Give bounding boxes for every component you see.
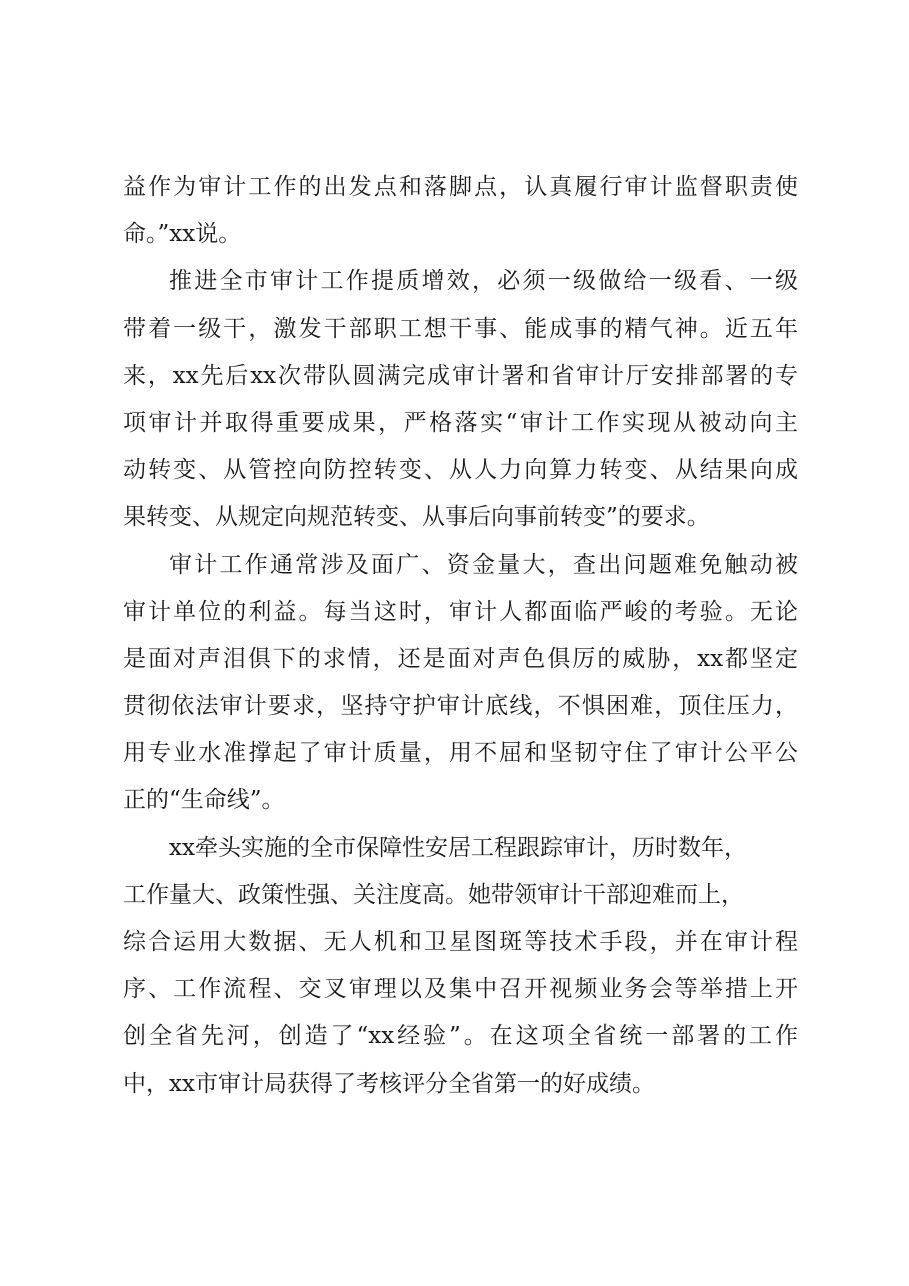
paragraph-1-line-1: 益作为审计工作的出发点和落脚点，认真履行审计监督职责使 [123, 174, 798, 200]
paragraph-4-line-5: 创全省先河，创造了“xx经验”。在这项全省统一部署的工作 [123, 1023, 798, 1050]
paragraph-2-line-6: 果转变、从规定向规范转变、从事后向事前转变”的要求。 [123, 504, 710, 531]
paragraph-4-line-3: 综合运用大数据、无人机和卫星图斑等技术手段，并在审计程 [123, 929, 798, 955]
document-body [123, 164, 798, 1108]
paragraph-2-line-2: 带着一级干，激发干部职工想干事、能成事的精气神。近五年 [123, 315, 798, 342]
paragraph-4-line-2: 工作量大、政策性强、关注度高。她带领审计干部迎难而上， [123, 881, 744, 908]
paragraph-2-line-3: 来，xx先后xx次带队圆满完成审计署和省审计厅安排部署的专 [123, 362, 798, 389]
paragraph-3-line-6: 正的“生命线”。 [123, 787, 285, 814]
paragraph-3-line-3: 是面对声泪俱下的求情，还是面对声色俱厉的威胁，xx都坚定 [123, 645, 798, 672]
paragraph-3-line-5: 用专业水准撑起了审计质量，用不屈和坚韧守住了审计公平公 [123, 740, 798, 767]
paragraph-1-line-2: 命。”xx说。 [123, 221, 242, 248]
paragraph-3-line-2: 审计单位的利益。每当这时，审计人都面临严峻的考验。无论 [123, 598, 798, 625]
paragraph-2-line-1: 推进全市审计工作提质增效，必须一级做给一级看、一级 [169, 268, 798, 295]
paragraph-4-line-1: xx牵头实施的全市保障性安居工程跟踪审计，历时数年， [169, 834, 747, 861]
paragraph-4-line-6: 中，xx市审计局获得了考核评分全省第一的好成绩。 [123, 1070, 655, 1097]
paragraph-2-line-4: 项审计并取得重要成果，严格落实“审计工作实现从被动向主 [123, 409, 798, 436]
paragraph-4-line-4: 序、工作流程、交叉审理以及集中召开视频业务会等举措上开 [123, 976, 798, 1003]
paragraph-3-line-1: 审计工作通常涉及面广、资金量大，查出问题难免触动被 [169, 551, 798, 578]
paragraph-3-line-4: 贯彻依法审计要求，坚持守护审计底线，不惧困难，顶住压力， [123, 693, 798, 720]
paragraph-2-line-5: 动转变、从管控向防控转变、从人力向算力转变、从结果向成 [123, 457, 798, 484]
